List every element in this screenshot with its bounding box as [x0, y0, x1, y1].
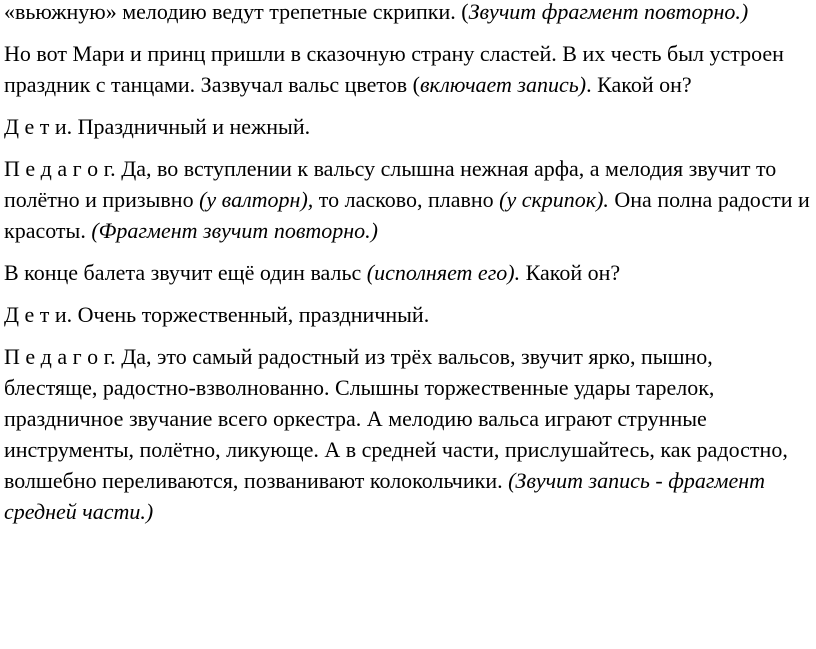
text-run: Но вот Мари и принц пришли в сказочную страну сластей. В их честь был устроен праздник с танцами. Зазвучал вальс цветов (	[4, 41, 784, 97]
stage-direction: включает запись)	[419, 72, 587, 97]
text-run: Какой он?	[520, 260, 621, 285]
stage-direction: (Фрагмент звучит повторно.)	[91, 218, 378, 243]
text-run: «вьюжную» мелодию ведут трепетные скрипки. (	[4, 0, 469, 24]
paragraph-4	[4, 153, 810, 246]
text-run: Очень торжественный, праздничный.	[72, 302, 430, 327]
speaker-label: П е д а г о г.	[4, 156, 116, 181]
paragraph-7	[4, 341, 810, 527]
speaker-label: Д е т и.	[4, 114, 73, 139]
text-run: . Какой он?	[586, 72, 692, 97]
stage-direction: (у скрипок).	[499, 187, 609, 212]
text-run: Она полна радости и красоты.	[4, 187, 810, 243]
paragraph-3	[4, 111, 810, 142]
stage-direction: (у валторн),	[199, 187, 314, 212]
text-run: Да, во вступлении к вальсу слышна нежная арфа, а мелодия звучит то полётно и призывно	[4, 156, 777, 212]
paragraph-6	[4, 299, 810, 330]
paragraph-2	[4, 38, 810, 100]
text-run: то ласково, плавно	[313, 187, 500, 212]
stage-direction: (Звучит запись - фрагмент средней части.)	[4, 468, 766, 524]
text-run: Да, это самый радостный из трёх вальсов, звучит ярко, пышно, блестяще, радостно-взволнованно. Слышны торжественные удары тарелок, праздничное звучание всего оркестра. А мелодию вальса играют струнные инструменты, полётно, ликующе. А в средней части, прислушайтесь, как радостно, волшебно переливаются, позванивают колокольчики.	[4, 344, 788, 493]
paragraph-1	[4, 0, 810, 27]
text-run: Праздничный и нежный.	[72, 114, 311, 139]
text-run: В конце балета звучит ещё один вальс	[4, 260, 367, 285]
speaker-label: Д е т и.	[4, 302, 73, 327]
stage-direction: Звучит фрагмент повторно.)	[468, 0, 749, 24]
paragraph-5	[4, 257, 810, 288]
speaker-label: П е д а г о г.	[4, 344, 116, 369]
document-page	[4, 0, 810, 538]
stage-direction: (исполняет его).	[366, 260, 521, 285]
